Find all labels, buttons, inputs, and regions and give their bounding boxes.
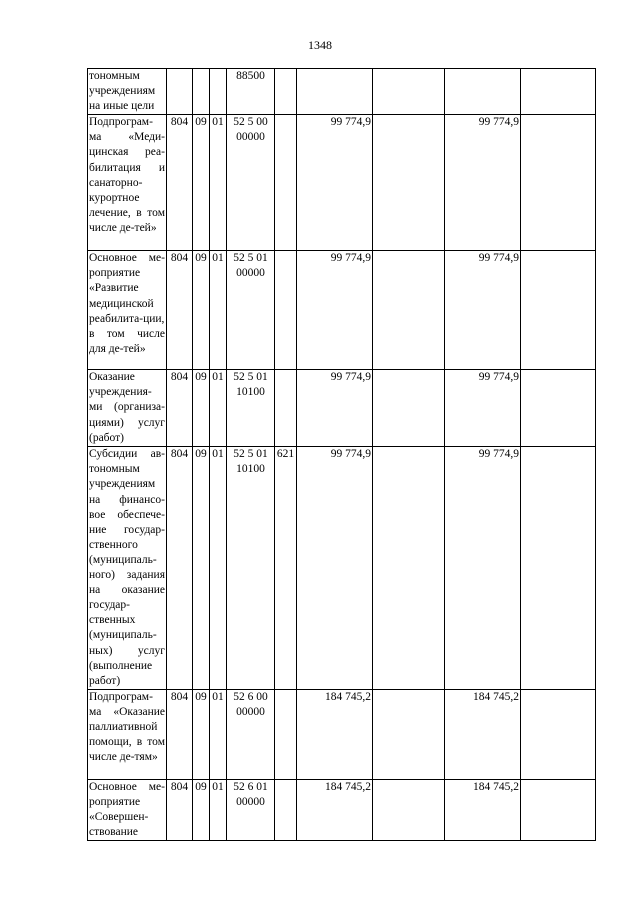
subsection-code-cell: 01 bbox=[210, 115, 227, 251]
amount-cell-2 bbox=[373, 779, 445, 840]
amount-cell-2 bbox=[373, 115, 445, 251]
target-article-cell: 52 5 01 00000 bbox=[227, 251, 275, 370]
expense-type-cell bbox=[275, 251, 297, 370]
amount-cell-4 bbox=[521, 251, 596, 370]
expense-type-cell bbox=[275, 370, 297, 447]
amount-cell-2 bbox=[373, 447, 445, 690]
amount-cell-1 bbox=[297, 69, 373, 115]
expense-type-cell bbox=[275, 115, 297, 251]
amount-cell-2 bbox=[373, 69, 445, 115]
expense-type-cell bbox=[275, 689, 297, 779]
amount-cell-1: 184 745,2 bbox=[297, 689, 373, 779]
row-name-cell: Подпрограм-ма «Оказание паллиативной помощи, в том числе де-тям» bbox=[88, 689, 167, 779]
table-row bbox=[88, 69, 596, 115]
amount-cell-4 bbox=[521, 689, 596, 779]
amount-cell-4 bbox=[521, 115, 596, 251]
row-name-cell: Основное ме-роприятие «Развитие медицинской реабилита-ции, в том числе для де-тей» bbox=[88, 251, 167, 370]
amount-cell-1: 99 774,9 bbox=[297, 447, 373, 690]
target-article-cell: 52 5 01 10100 bbox=[227, 370, 275, 447]
table-row bbox=[88, 115, 596, 251]
expense-type-cell bbox=[275, 779, 297, 840]
subsection-code-cell: 01 bbox=[210, 689, 227, 779]
ministry-code-cell: 804 bbox=[167, 251, 193, 370]
subsection-code-cell: 01 bbox=[210, 779, 227, 840]
subsection-code-cell: 01 bbox=[210, 251, 227, 370]
amount-cell-3: 99 774,9 bbox=[445, 115, 521, 251]
ministry-code-cell: 804 bbox=[167, 779, 193, 840]
amount-cell-3: 184 745,2 bbox=[445, 779, 521, 840]
section-code-cell: 09 bbox=[193, 689, 210, 779]
section-code-cell bbox=[193, 69, 210, 115]
ministry-code-cell: 804 bbox=[167, 447, 193, 690]
amount-cell-3: 184 745,2 bbox=[445, 689, 521, 779]
table-row bbox=[88, 251, 596, 370]
target-article-cell: 52 6 01 00000 bbox=[227, 779, 275, 840]
row-name-cell: Оказание учреждения-ми (организа-циями) услуг (работ) bbox=[88, 370, 167, 447]
amount-cell-1: 99 774,9 bbox=[297, 370, 373, 447]
target-article-cell: 52 5 00 00000 bbox=[227, 115, 275, 251]
ministry-code-cell: 804 bbox=[167, 370, 193, 447]
amount-cell-2 bbox=[373, 251, 445, 370]
amount-cell-1: 99 774,9 bbox=[297, 251, 373, 370]
table-body bbox=[88, 69, 596, 841]
ministry-code-cell bbox=[167, 69, 193, 115]
page-number: 1348 bbox=[308, 38, 332, 52]
amount-cell-3: 99 774,9 bbox=[445, 447, 521, 690]
subsection-code-cell: 01 bbox=[210, 370, 227, 447]
amount-cell-4 bbox=[521, 370, 596, 447]
target-article-cell: 52 6 00 00000 bbox=[227, 689, 275, 779]
row-name-cell: Субсидии ав-тономным учреждениям на финансо-вое обеспече-ние государ-ственного (муниципаль-ного) задания на оказание государ-ственных (муниципаль-ных) услуг (выполнение работ) bbox=[88, 447, 167, 690]
table-row bbox=[88, 447, 596, 690]
ministry-code-cell: 804 bbox=[167, 115, 193, 251]
section-code-cell: 09 bbox=[193, 251, 210, 370]
section-code-cell: 09 bbox=[193, 447, 210, 690]
row-name-cell: тономным учреждениям на иные цели bbox=[88, 69, 167, 115]
subsection-code-cell: 01 bbox=[210, 447, 227, 690]
table-row bbox=[88, 689, 596, 779]
target-article-cell: 52 5 01 10100 bbox=[227, 447, 275, 690]
row-name-cell: Подпрограм-ма «Меди-цинская реа-билитация и санаторно-курортное лечение, в том числе де-тей» bbox=[88, 115, 167, 251]
expense-type-cell: 621 bbox=[275, 447, 297, 690]
table-row bbox=[88, 779, 596, 840]
amount-cell-3: 99 774,9 bbox=[445, 251, 521, 370]
row-name-cell: Основное ме-роприятие «Совершен-ствование bbox=[88, 779, 167, 840]
section-code-cell: 09 bbox=[193, 115, 210, 251]
amount-cell-4 bbox=[521, 447, 596, 690]
amount-cell-1: 99 774,9 bbox=[297, 115, 373, 251]
amount-cell-3 bbox=[445, 69, 521, 115]
section-code-cell: 09 bbox=[193, 779, 210, 840]
amount-cell-1: 184 745,2 bbox=[297, 779, 373, 840]
section-code-cell: 09 bbox=[193, 370, 210, 447]
expense-type-cell bbox=[275, 69, 297, 115]
target-article-cell: 88500 bbox=[227, 69, 275, 115]
subsection-code-cell bbox=[210, 69, 227, 115]
amount-cell-2 bbox=[373, 370, 445, 447]
amount-cell-3: 99 774,9 bbox=[445, 370, 521, 447]
table-row bbox=[88, 370, 596, 447]
amount-cell-2 bbox=[373, 689, 445, 779]
ministry-code-cell: 804 bbox=[167, 689, 193, 779]
amount-cell-4 bbox=[521, 69, 596, 115]
amount-cell-4 bbox=[521, 779, 596, 840]
budget-table bbox=[87, 68, 596, 841]
